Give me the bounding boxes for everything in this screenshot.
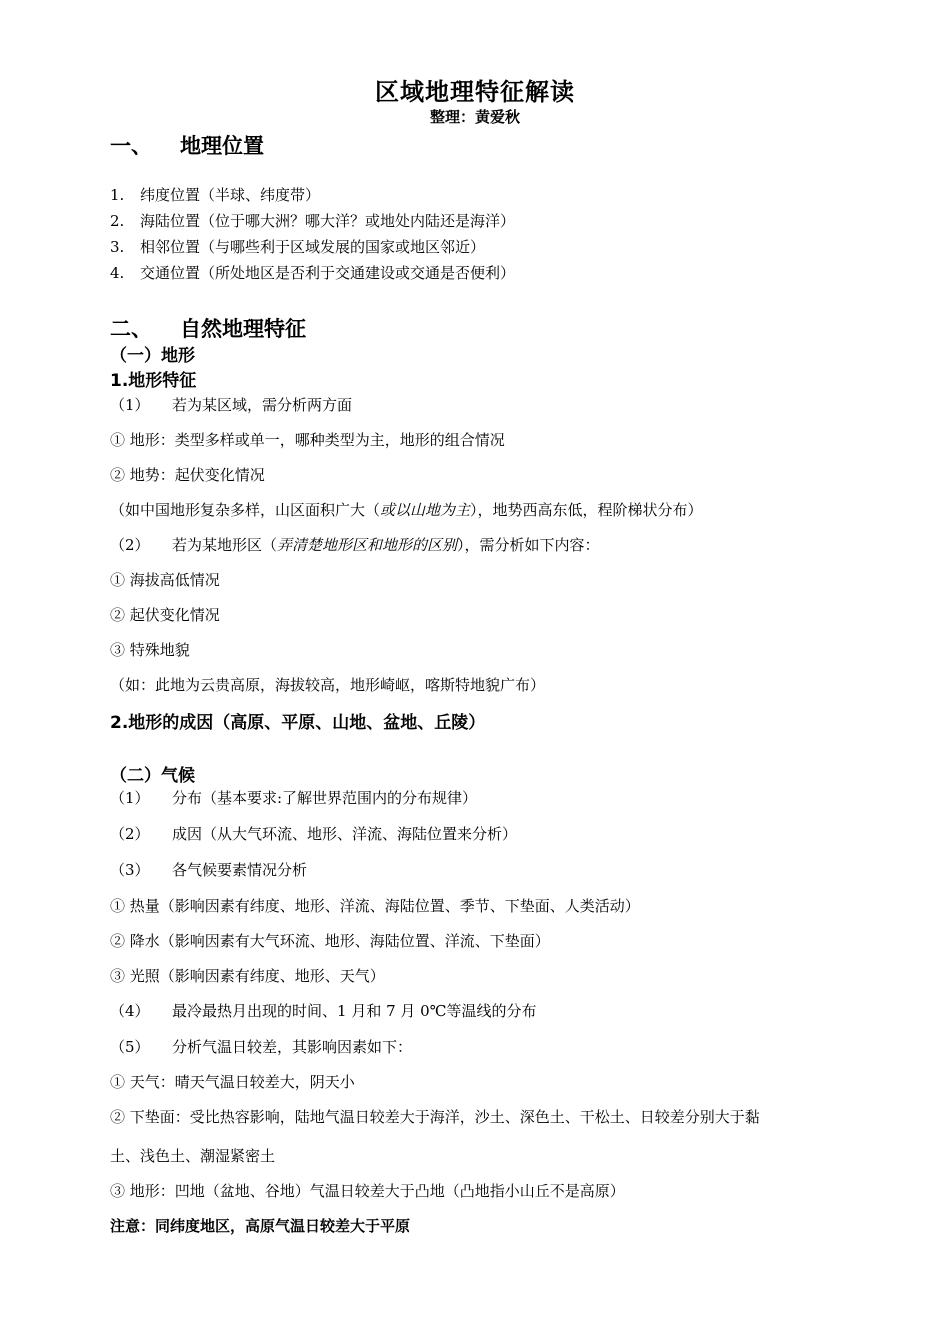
paragraph: （如中国地形复杂多样，山区面积广大（或以山地为主），地势西高东低，程阶梯状分布） [110,501,703,519]
section-number: 二、 [110,317,152,341]
paragraph: ① 天气：晴天气温日较差大，阴天小 [110,1073,355,1091]
section-title: 自然地理特征 [180,317,306,341]
section-number: 一、 [110,134,152,158]
paragraph: ② 地势：起伏变化情况 [110,466,265,484]
paragraph: ② 下垫面：受比热容影响，陆地气温日较差大于海洋，沙土、深色土、干松土、日较差分别大于黏 [110,1108,760,1126]
section-heading-location [110,130,264,160]
paragraph: ② 降水（影响因素有大气环流、地形、海陆位置、洋流、下垫面） [110,932,550,950]
section-title: 地理位置 [180,134,264,158]
list-item: 3. 相邻位置（与哪些利于区域发展的国家或地区邻近） [110,238,486,256]
paragraph: ② 起伏变化情况 [110,606,220,624]
paragraph: ① 地形：类型多样或单一，哪种类型为主，地形的组合情况 [110,431,505,449]
paragraph: ③ 地形：凹地（盆地、谷地）气温日较差大于凸地（凸地指小山丘不是高原） [110,1182,625,1200]
paragraph: ③ 光照（影响因素有纬度、地形、天气） [110,967,385,985]
paragraph: ① 海拔高低情况 [110,571,220,589]
section-heading-physical [110,313,306,343]
subheading-landform-features: 1.地形特征 [110,371,197,391]
paragraph: （5） 分析气温日较差，其影响因素如下： [110,1038,413,1056]
paragraph: （1） 若为某区域，需分析两方面 [110,396,353,414]
paragraph: （2） 若为某地形区（弄清楚地形区和地形的区别），需分析如下内容： [110,536,600,554]
paragraph: ① 热量（影响因素有纬度、地形、洋流、海陆位置、季节、下垫面、人类活动） [110,897,640,915]
note: 注意：同纬度地区，高原气温日较差大于平原 [110,1217,411,1235]
subsection-heading-landform: （一）地形 [110,346,195,366]
paragraph: （4） 最冷最热月出现的时间、1 月和 7 月 0℃等温线的分布 [110,1002,537,1020]
author-line: 整理：黄爱秋 [429,108,520,126]
subsection-heading-climate: （二）气候 [110,766,195,786]
subheading-landform-causes: 2.地形的成因（高原、平原、山地、盆地、丘陵） [110,713,486,733]
list-item: 4. 交通位置（所处地区是否利于交通建设或交通是否便利） [110,264,516,282]
list-item: 1. 纬度位置（半球、纬度带） [110,186,321,204]
page-title: 区域地理特征解读 [375,77,575,106]
paragraph: （3） 各气候要素情况分析 [110,861,308,879]
paragraph: 土、浅色土、潮湿紧密土 [110,1147,276,1165]
paragraph: （2） 成因（从大气环流、地形、洋流、海陆位置来分析） [110,825,518,843]
paragraph: ③ 特殊地貌 [110,641,190,659]
paragraph: （如：此地为云贵高原，海拔较高，地形崎岖，喀斯特地貌广布） [110,676,546,694]
list-item: 2. 海陆位置（位于哪大洲？哪大洋？或地处内陆还是海洋） [110,212,516,230]
paragraph: （1） 分布（基本要求:了解世界范围内的分布规律） [110,789,478,807]
